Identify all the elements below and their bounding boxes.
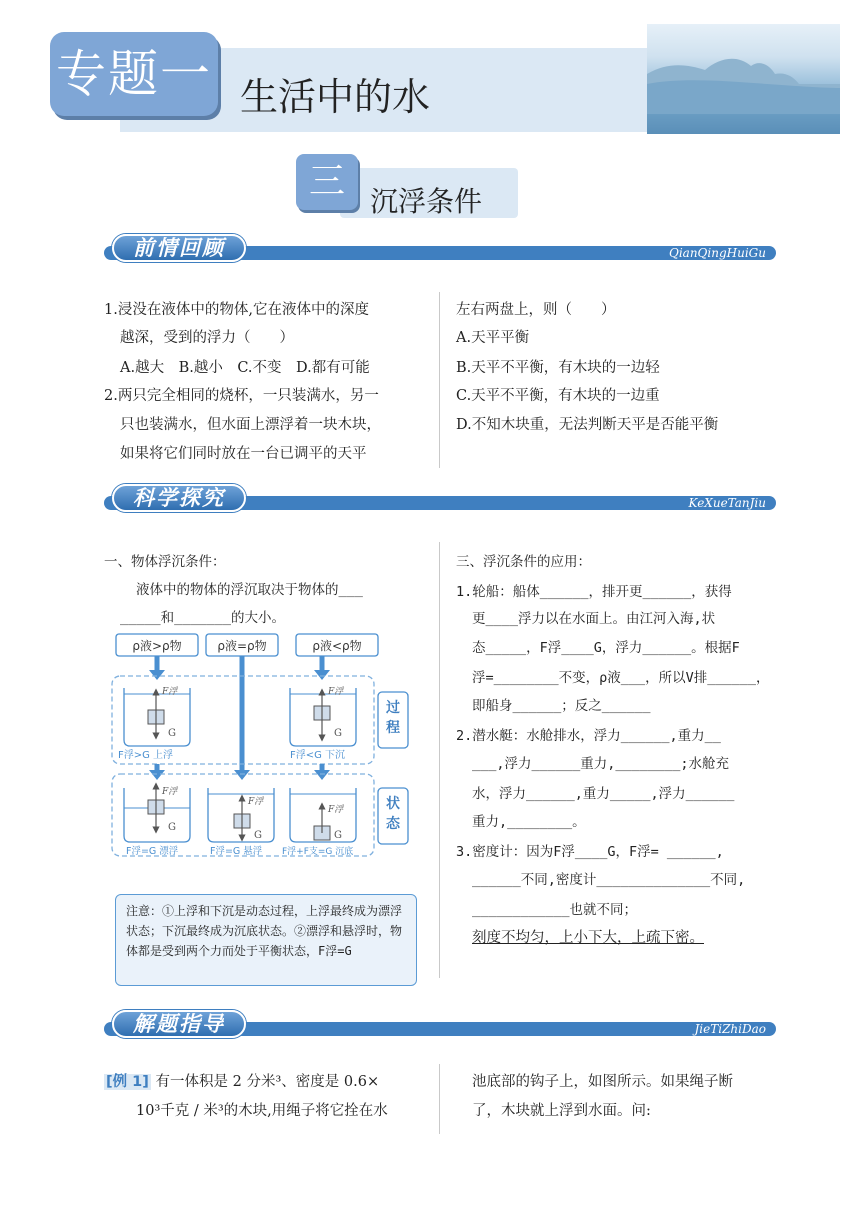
- force-label: G: [168, 728, 176, 739]
- review-line: D.不知木块重，无法判断天平是否能平衡: [456, 417, 719, 433]
- application-line: ______不同,密度计______________不同,: [472, 872, 746, 888]
- force-label: G: [334, 728, 342, 739]
- force-label: G: [254, 830, 262, 841]
- application-line: 更____浮力以在水面上。由江河入海,状: [472, 611, 716, 627]
- banner-pill: [112, 1010, 246, 1038]
- banner-guide: [104, 1010, 776, 1038]
- banner-pinyin: QianQingHuiGu: [669, 246, 766, 260]
- force-label: F浮: [248, 797, 264, 807]
- review-line: A.天平平衡: [456, 330, 530, 346]
- review-line: 左右两盘上，则（ ）: [456, 302, 616, 318]
- condition-label: ρ液<ρ物: [312, 639, 362, 653]
- banner-pill: [112, 234, 246, 262]
- explore-heading: 一、物体浮沉条件：: [104, 554, 226, 570]
- process-side-label: 程: [386, 720, 400, 736]
- review-line: 越深，受到的浮力（ ）: [120, 330, 294, 346]
- buoyancy-diagram: [110, 632, 430, 858]
- force-label: F浮: [162, 687, 178, 697]
- process-side-label: 过: [386, 700, 400, 716]
- application-line: ____________也就不同；: [472, 902, 638, 918]
- section-number-badge: [296, 154, 358, 210]
- review-line: A.越大 B.越小 C.不变 D.都有可能: [120, 360, 370, 376]
- cliff-illustration: [647, 44, 840, 114]
- review-line: 1.浸没在液体中的物体,它在液体中的深度: [104, 302, 369, 318]
- state-side-label: 态: [386, 816, 400, 832]
- application-line: 三、浮沉条件的应用：: [456, 554, 591, 570]
- banner-label: 科学探究: [133, 486, 225, 510]
- state-label: F浮=G 悬浮: [210, 846, 263, 857]
- example-tag: [例 1]: [106, 1074, 149, 1090]
- condition-label: ρ液>ρ物: [132, 639, 182, 653]
- process-label: F浮>G 上浮: [118, 750, 174, 761]
- review-line: 如果将它们同时放在一台已调平的天平: [120, 446, 367, 462]
- banner-review: [104, 234, 776, 262]
- application-line: 3.密度计：因为F浮____G，F浮= ______,: [456, 844, 724, 860]
- state-side-label: 状: [386, 796, 400, 812]
- application-line: 水，浮力______,重力_____,浮力______: [472, 786, 735, 802]
- beaker: [124, 788, 190, 842]
- state-label: F浮+F支=G 沉底: [282, 847, 354, 857]
- force-label: F浮: [328, 805, 344, 815]
- force-label: F浮: [328, 687, 344, 697]
- state-label: F浮=G 漂浮: [126, 846, 179, 857]
- header-topic-tag: [50, 32, 218, 116]
- column-divider: [439, 292, 440, 468]
- example-line: [104, 1068, 379, 1096]
- application-line: ___,浮力______重力,________;水舱充: [472, 756, 730, 772]
- example-line: 池底部的钩子上，如图所示。如果绳子断: [472, 1074, 733, 1090]
- flow-arrow-head: [314, 670, 330, 680]
- review-line: C.天平不平衡，有木块的一边重: [456, 388, 660, 404]
- banner-explore: [104, 484, 776, 512]
- application-line: 2.潜水艇：水舱排水，浮力______,重力__: [456, 728, 721, 744]
- section-title: 沉浮条件: [370, 185, 483, 218]
- explore-line: 液体中的物体的浮沉取决于物体的___: [136, 582, 363, 598]
- application-line: 即船身______；反之______: [472, 698, 651, 714]
- flow-arrow-head: [149, 770, 165, 780]
- banner-label: 前情回顾: [133, 236, 225, 260]
- explore-line: _____和_______的大小。: [120, 610, 286, 626]
- review-line: 只也装满水，但水面上漂浮着一块木块，: [120, 417, 381, 433]
- banner-pinyin: KeXueTanJiu: [688, 496, 766, 510]
- application-line: 1.轮船：船体______，排开更______，获得: [456, 584, 732, 600]
- example-line: 了，木块就上浮到水面。问:: [472, 1103, 651, 1119]
- banner-pinyin: JieTiZhiDao: [694, 1022, 766, 1036]
- flow-arrow-head: [149, 670, 165, 680]
- application-line: 浮=________不变，ρ液___，所以V排______，: [472, 670, 770, 686]
- application-line: 刻度不均匀，上小下大，上疏下密。: [472, 930, 704, 946]
- note-box: [115, 894, 417, 986]
- column-divider: [439, 1064, 440, 1134]
- example-line: 10³千克 / 米³的木块,用绳子将它拴在水: [136, 1103, 388, 1119]
- flow-arrow-head: [314, 770, 330, 780]
- flow-arrow-head: [234, 770, 250, 780]
- page-title: 生活中的水: [240, 75, 431, 119]
- banner-pill: [112, 484, 246, 512]
- application-line: 重力,________。: [472, 814, 586, 830]
- banner-label: 解题指导: [133, 1012, 225, 1036]
- header-topic-tag-text: 专题一: [56, 45, 212, 103]
- force-label: G: [334, 830, 342, 841]
- process-label: F浮<G 下沉: [290, 750, 346, 761]
- application-line: 态_____，F浮____G，浮力______。根据F: [472, 640, 740, 656]
- review-line: 2.两只完全相同的烧杯，一只装满水，另一: [104, 388, 379, 404]
- force-label: F浮: [162, 787, 178, 797]
- header-sea-photo: [647, 24, 840, 134]
- example-text: 有一体积是 2 分米³、密度是 0.6×: [155, 1074, 380, 1090]
- column-divider: [439, 542, 440, 978]
- force-label: G: [168, 822, 176, 833]
- section-number: 三: [308, 161, 345, 202]
- condition-label: ρ液=ρ物: [217, 639, 267, 653]
- review-line: B.天平不平衡，有木块的一边轻: [456, 360, 660, 376]
- note-text: 注意：①上浮和下沉是动态过程，上浮最终成为漂浮状态；下沉最终成为沉底状态。②漂浮和悬浮时，物体都是受到两个力而处于平衡状态，F浮=G: [126, 904, 403, 958]
